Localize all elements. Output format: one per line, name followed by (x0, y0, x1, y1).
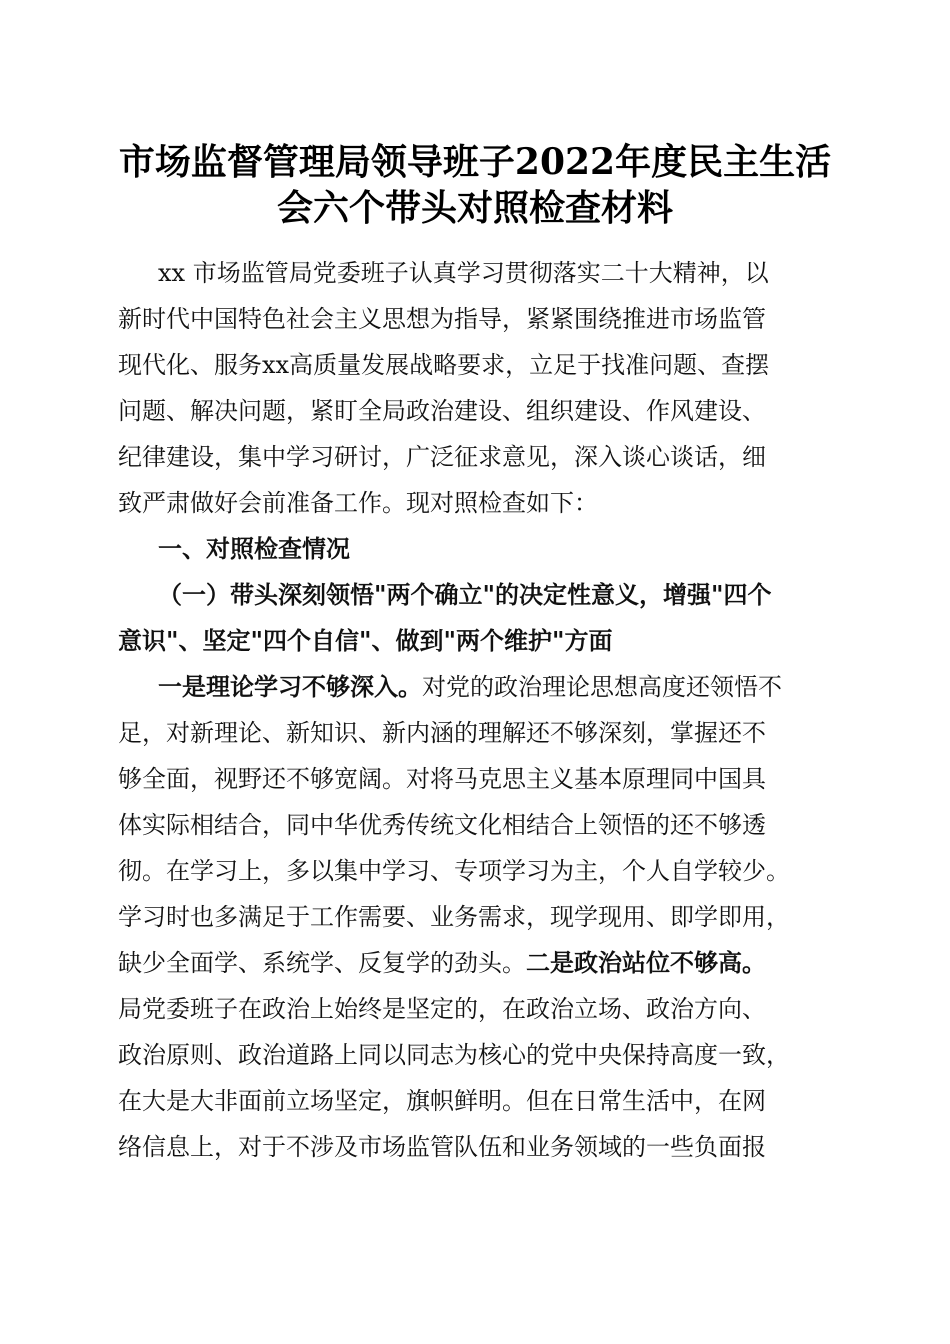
intro-line: xx 市场监管局党委班子认真学习贯彻落实二十大精神，以 (158, 259, 769, 287)
intro-line: 现代化、服务xx高质量发展战略要求，立足于找准问题、查摆 (118, 351, 770, 379)
body-line: 彻。在学习上，多以集中学习、专项学习为主，个人自学较少。 (118, 857, 790, 885)
point-1-last-text: 缺少全面学、系统学、反复学的劲头。 (118, 949, 526, 977)
document-title-line-1: 市场监督管理局领导班子2022年度民主生活 (118, 141, 832, 183)
intro-line: 问题、解决问题，紧盯全局政治建设、组织建设、作风建设、 (118, 397, 766, 425)
point-1-text: 对党的政治理论思想高度还领悟不 (422, 673, 782, 701)
point-1-lead: 一是理论学习不够深入。 (158, 673, 422, 701)
subsection-heading-line-1: （一）带头深刻领悟"两个确立"的决定性意义，增强"四个 (158, 580, 772, 609)
document-title-line-2: 会六个带头对照检查材料 (276, 187, 673, 229)
document-body (118, 250, 828, 1170)
body-line: 在大是大非面前立场坚定，旗帜鲜明。但在日常生活中，在网 (118, 1087, 766, 1115)
body-line: 体实际相结合，同中华优秀传统文化相结合上领悟的还不够透 (118, 811, 766, 839)
subsection-heading-line-2: 意识"、坚定"四个自信"、做到"两个维护"方面 (118, 626, 613, 655)
intro-line: 致严肃做好会前准备工作。现对照检查如下： (118, 489, 598, 517)
body-line: 学习时也多满足于工作需要、业务需求，现学现用、即学即用， (118, 903, 790, 931)
body-line: 够全面，视野还不够宽阔。对将马克思主义基本原理同中国具 (118, 765, 766, 793)
point-2-lead: 二是政治站位不够高。 (526, 949, 766, 977)
point-1-first-line (118, 664, 828, 710)
section-heading: 一、对照检查情况 (158, 535, 350, 563)
body-line-with-point-2 (118, 940, 828, 986)
intro-line: 新时代中国特色社会主义思想为指导，紧紧围绕推进市场监管 (118, 305, 766, 333)
body-line: 政治原则、政治道路上同以同志为核心的党中央保持高度一致， (118, 1041, 790, 1069)
body-line: 络信息上，对于不涉及市场监管队伍和业务领域的一些负面报 (118, 1133, 766, 1161)
body-line: 局党委班子在政治上始终是坚定的，在政治立场、政治方向、 (118, 995, 766, 1023)
intro-line: 纪律建设，集中学习研讨，广泛征求意见，深入谈心谈话，细 (118, 443, 766, 471)
body-line: 足，对新理论、新知识、新内涵的理解还不够深刻，掌握还不 (118, 719, 766, 747)
